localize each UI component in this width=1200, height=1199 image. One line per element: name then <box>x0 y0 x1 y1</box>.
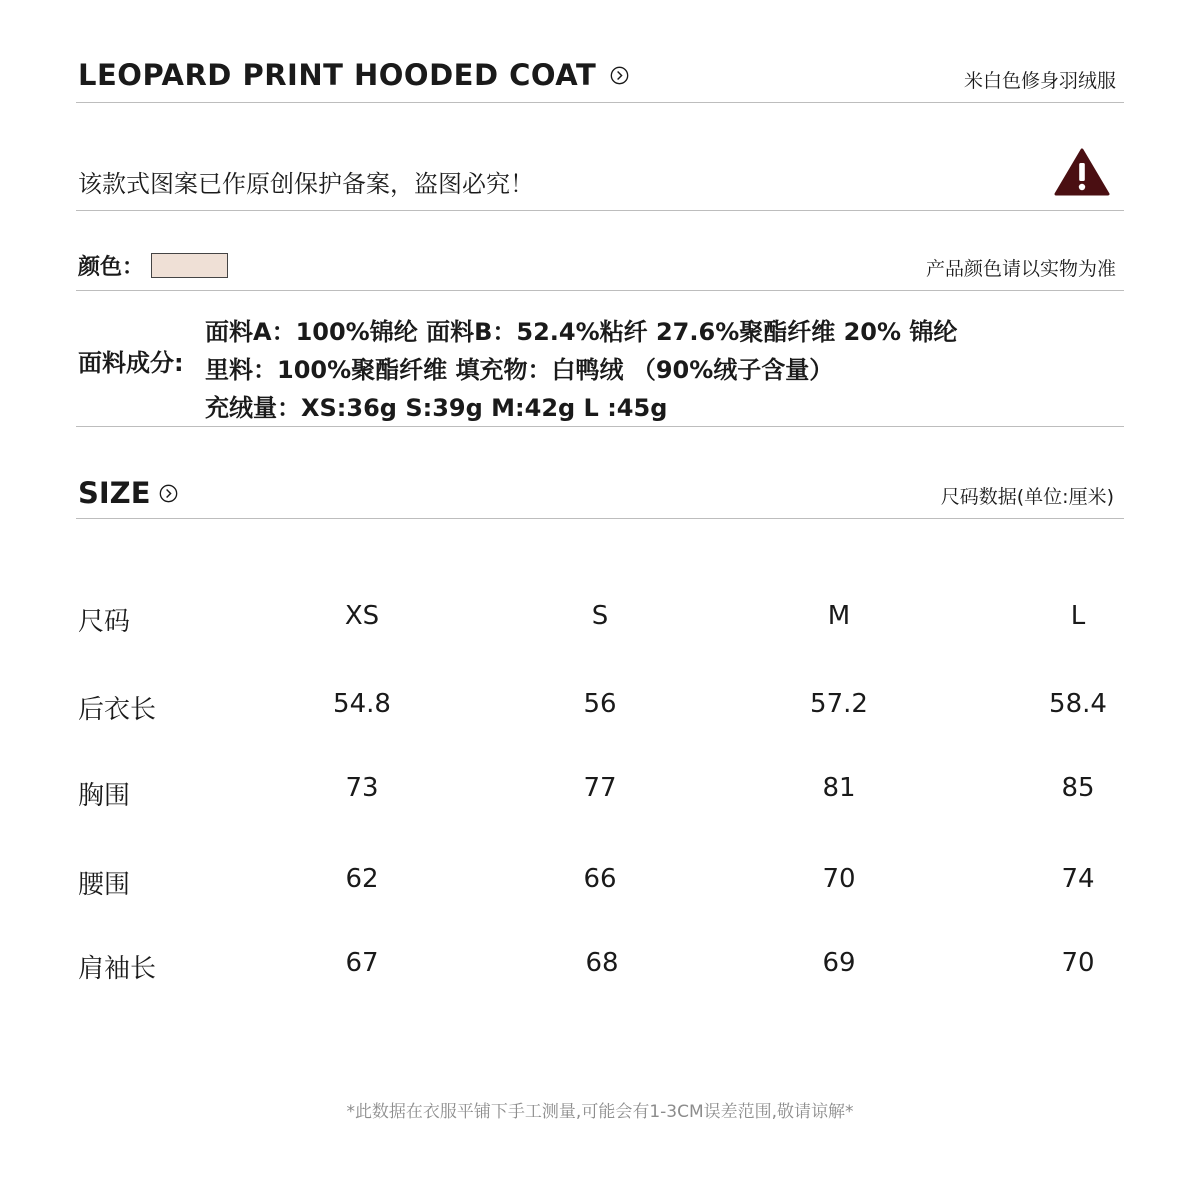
fabric-label: 面料成分: <box>78 349 184 377</box>
table-cell: 54.8 <box>333 689 391 719</box>
size-title-text: SIZE <box>78 476 151 510</box>
size-column-xs: XS <box>344 601 380 631</box>
row-label-chest: 胸围 <box>78 781 131 811</box>
size-unit-note: 尺码数据(单位:厘米) <box>940 486 1114 508</box>
row-label-waist: 腰围 <box>78 870 131 900</box>
table-cell: 70 <box>1061 948 1095 978</box>
warning-triangle-icon <box>1054 147 1110 197</box>
divider <box>76 426 1124 427</box>
fill-weight-line: 充绒量：XS:36g S:39g M:42g L :45g <box>205 394 668 422</box>
product-subtitle: 米白色修身羽绒服 <box>963 70 1116 92</box>
chevron-right-circle-icon <box>159 484 178 503</box>
color-note: 产品颜色请以实物为准 <box>925 258 1116 280</box>
measurement-footnote: *此数据在衣服平铺下手工测量,可能会有1-3CM误差范围,敬请谅解* <box>346 1102 854 1122</box>
color-swatch <box>151 253 228 278</box>
color-label: 颜色： <box>78 255 145 280</box>
table-cell: 62 <box>345 864 379 894</box>
table-cell: 77 <box>583 773 617 803</box>
size-header-label: 尺码 <box>78 607 131 637</box>
table-cell: 74 <box>1061 864 1095 894</box>
lining-filling-line: 里料：100%聚酯纤维 填充物：白鸭绒 （90%绒子含量） <box>205 356 834 384</box>
table-cell: 68 <box>585 948 619 978</box>
divider <box>76 102 1124 103</box>
size-column-s: S <box>591 601 609 631</box>
table-cell: 81 <box>822 773 856 803</box>
divider <box>76 518 1124 519</box>
chevron-right-circle-icon <box>610 66 629 85</box>
row-label-back-length: 后衣长 <box>78 695 157 725</box>
table-cell: 69 <box>822 948 856 978</box>
table-cell: 58.4 <box>1049 689 1107 719</box>
table-cell: 70 <box>822 864 856 894</box>
table-cell: 66 <box>583 864 617 894</box>
table-cell: 57.2 <box>810 689 868 719</box>
table-cell: 67 <box>345 948 379 978</box>
divider <box>76 290 1124 291</box>
divider <box>76 210 1124 211</box>
row-label-shoulder-sleeve: 肩袖长 <box>78 954 157 984</box>
size-column-m: M <box>827 601 851 631</box>
product-title <box>78 58 629 92</box>
product-title-text: LEOPARD PRINT HOODED COAT <box>78 58 597 92</box>
fabric-line: 面料A：100%锦纶 面料B：52.4%粘纤 27.6%聚酯纤维 20% 锦纶 <box>205 318 958 346</box>
copyright-notice: 该款式图案已作原创保护备案，盗图必究！ <box>78 170 534 198</box>
size-column-l: L <box>1070 601 1086 631</box>
table-cell: 56 <box>583 689 617 719</box>
table-cell: 85 <box>1061 773 1095 803</box>
size-section-title <box>78 476 178 510</box>
table-cell: 73 <box>345 773 379 803</box>
